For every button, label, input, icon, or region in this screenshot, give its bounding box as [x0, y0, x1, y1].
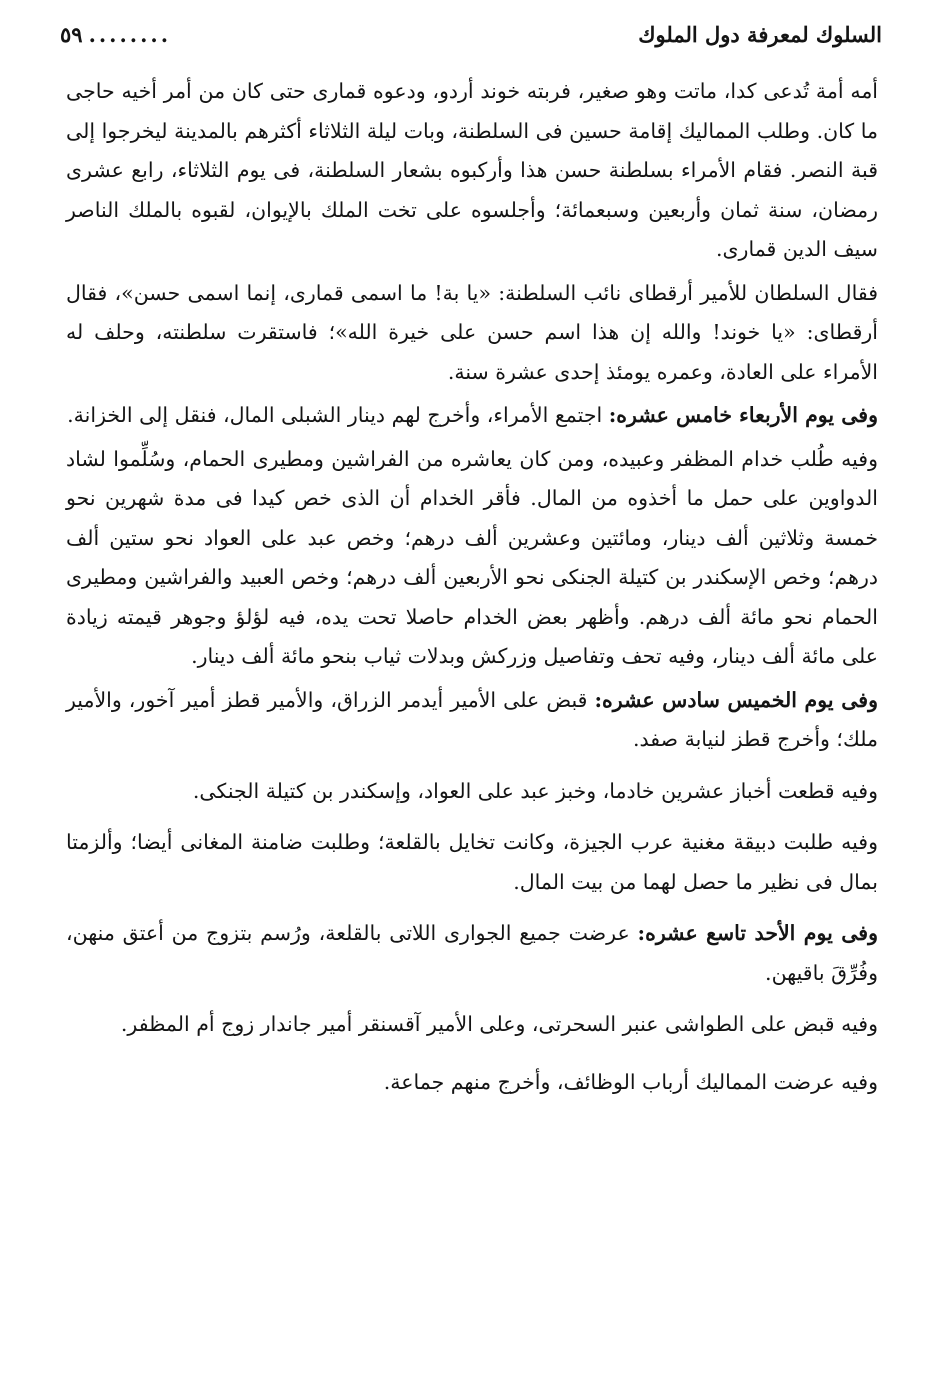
- page-number: ٥٩: [60, 22, 83, 47]
- paragraph: [66, 823, 878, 902]
- paragraph-text: اجتمع الأمراء، وأخرج لهم دينار الشبلى المال، فنقل إلى الخزانة.: [67, 403, 609, 427]
- paragraph-lead: وفى يوم الخميس سادس عشره:: [594, 687, 878, 712]
- paragraph-text: وفيه طلبت دبيقة مغنية عرب الجيزة، وكانت تخايل بالقلعة؛ وطلبت ضامنة المغانى أيضا؛ وألزمتا بمال فى نظير ما حصل لهما من بيت المال.: [66, 830, 878, 894]
- paragraph: [66, 274, 878, 393]
- header-title: السلوك لمعرفة دول الملوك: [638, 22, 882, 47]
- paragraph-text: وفيه قبض على الطواشى عنبر السحرتى، وعلى الأمير آقسنقر أمير جاندار زوج أم المظفر.: [120, 1012, 878, 1036]
- header-leader-dots: ........: [88, 22, 172, 47]
- paragraph-text: قبض على الأمير أيدمر الزراق، والأمير قطز أمير آخور، والأمير ملك؛ وأخرج قطز لنيابة صفد.: [66, 687, 878, 751]
- paragraph: [66, 772, 878, 812]
- paragraph: [66, 914, 878, 993]
- paragraph-text: وفيه قطعت أخباز عشرين خادما، وخبز عبد على العواد، وإسكندر بن كتيلة الجنكى.: [192, 778, 878, 803]
- paragraph: [66, 72, 878, 270]
- text-body: [66, 72, 878, 1106]
- paragraph-text: وفيه عرضت المماليك أرباب الوظائف، وأخرج منهم جماعة.: [383, 1069, 878, 1094]
- paragraph-text: عرضت جميع الجوارى اللاتى بالقلعة، ورُسم بتزوج من أعتق منهن، وفُرِّقَ باقيهن.: [66, 921, 878, 985]
- paragraph-text: وفيه طُلب خدام المظفر وعبيده، ومن كان يعاشره من الفراشين ومطيرى الحمام، وسُلِّموا لشاد الدواوين على حمل ما أخذوه من المال. فأقر الخدام أن الذى خص كيدا فى مدة شهرين نحو خمسة وثلاثين ألف دينار، ومائتين وعشرين ألف درهم؛ وخص عبد على العواد نحو ستين ألف درهم؛ وخص الإسكندر بن كتيلة الجنكى نحو الأربعين ألف درهم؛ وخص العبيد والفراشين ومطيرى الحمام نحو مائة ألف درهم. وأظهر بعض الخدام حاصلا تحت يده، فيه لؤلؤ وجوهر قيمته زيادة على مائة ألف دينار، وفيه تحف وتفاصيل وزركش وبدلات ثياب بنحو مائة ألف دينار.: [66, 446, 878, 668]
- paragraph-lead: وفى يوم الأحد تاسع عشره:: [637, 921, 878, 945]
- paragraph: [66, 440, 878, 677]
- running-header: [60, 22, 882, 62]
- paragraph-lead: وفى يوم الأربعاء خامس عشره:: [608, 403, 878, 427]
- paragraph: [66, 396, 878, 436]
- paragraph: [66, 1063, 878, 1103]
- paragraph: [66, 681, 878, 760]
- paragraph-text: أمه أمة تُدعى كدا، ماتت وهو صغير، فربته خوند أردو، ودعوه قمارى حتى كان من أمر أخيه حاجى ما كان. وطلب المماليك إقامة حسين فى السلطنة، وبات ليلة الثلاثاء أكثرهم بالمدينة ليخرجوا إلى قبة النصر. فقام الأمراء بسلطنة حسن هذا وأركبوه بشعار السلطنة، فى يوم الثلاثاء، رابع عشرى رمضان، سنة ثمان وأربعين وسبعمائة؛ وأجلسوه على تخت الملك بالإيوان، لقبوه بالملك الناصر سيف الدين قمارى.: [66, 79, 878, 261]
- paragraph-text: فقال السلطان للأمير أرقطاى نائب السلطنة: «يا بة! ما اسمى قمارى، إنما اسمى حسن»، فقال أرقطاى: «يا خوند! والله إن هذا اسم حسن على خيرة الله»؛ فاستقرت سلطنته، وحلف له الأمراء على العادة، وعمره يومئذ إحدى عشرة سنة.: [66, 280, 878, 384]
- paragraph: [66, 1005, 878, 1045]
